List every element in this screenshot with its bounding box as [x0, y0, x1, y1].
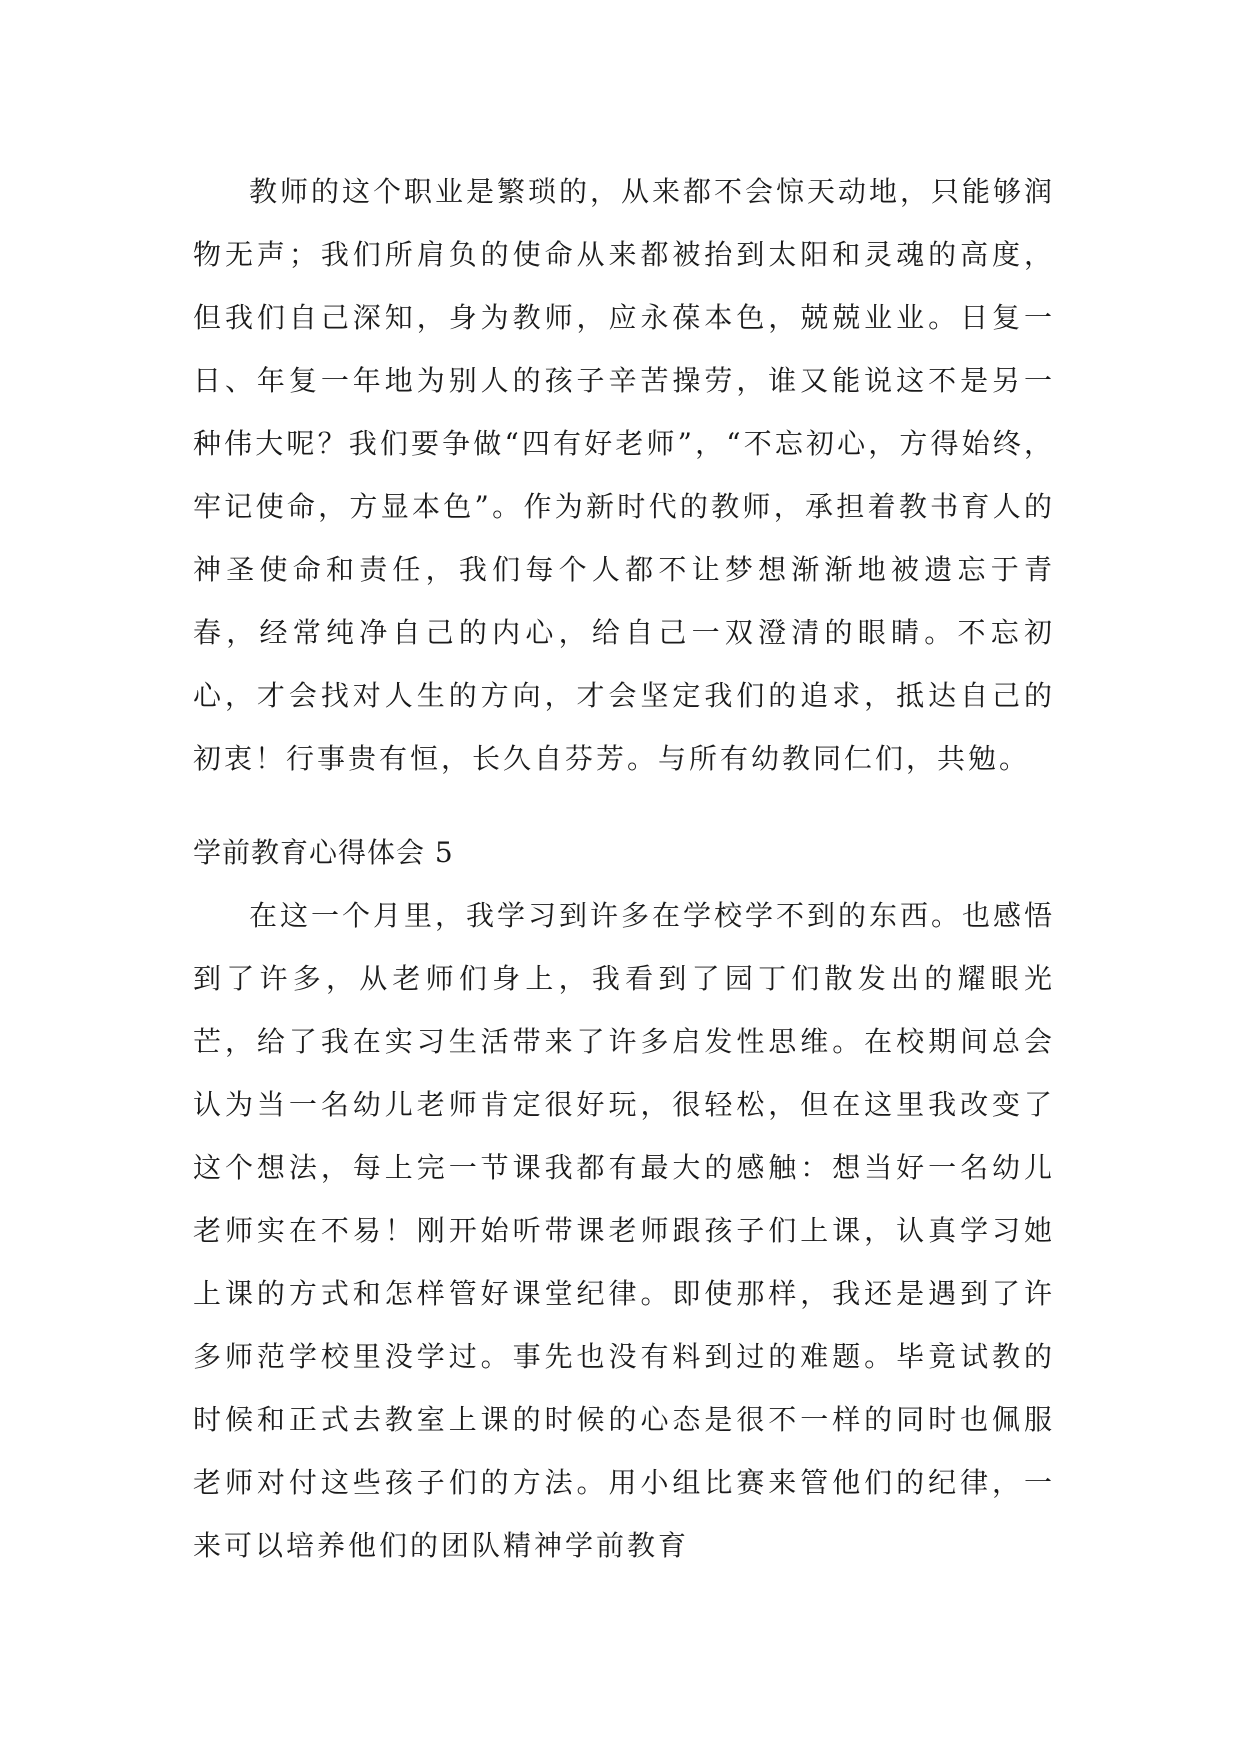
paragraph-teacher-profession: 教师的这个职业是繁琐的，从来都不会惊天动地，只能够润物无声；我们所肩负的使命从来都被抬到太阳和灵魂的高度，但我们自己深知，身为教师，应永葆本色，兢兢业业。日复一日、年复一年地为别人的孩子辛苦操劳，谁又能说这不是另一种伟大呢？我们要争做“四有好老师”，“不忘初心，方得始终，牢记使命，方显本色”。作为新时代的教师，承担着教书育人的神圣使命和责任，我们每个人都不让梦想渐渐地被遗忘于青春，经常纯净自己的内心，给自己一双澄清的眼睛。不忘初心，才会找对人生的方向，才会坚定我们的追求，抵达自己的初衷！行事贵有恒，长久自芬芳。与所有幼教同仁们，共勉。 [193, 175, 1056, 775]
section-heading: 学前教育心得体会 5 [193, 836, 454, 869]
paragraph-internship-experience: 在这一个月里，我学习到许多在学校学不到的东西。也感悟到了许多，从老师们身上，我看到了园丁们散发出的耀眼光芒，给了我在实习生活带来了许多启发性思维。在校期间总会认为当一名幼儿老师肯定很好玩，很轻松，但在这里我改变了这个想法，每上完一节课我都有最大的感触：想当好一名幼儿老师实在不易！刚开始听带课老师跟孩子们上课，认真学习她上课的方式和怎样管好课堂纪律。即使那样，我还是遇到了许多师范学校里没学过。事先也没有料到过的难题。毕竟试教的时候和正式去教室上课的时候的心态是很不一样的同时也佩服老师对付这些孩子们的方法。用小组比赛来管他们的纪律，一来可以培养他们的团队精神学前教育 [193, 899, 1056, 1562]
text-column [193, 160, 1055, 1577]
